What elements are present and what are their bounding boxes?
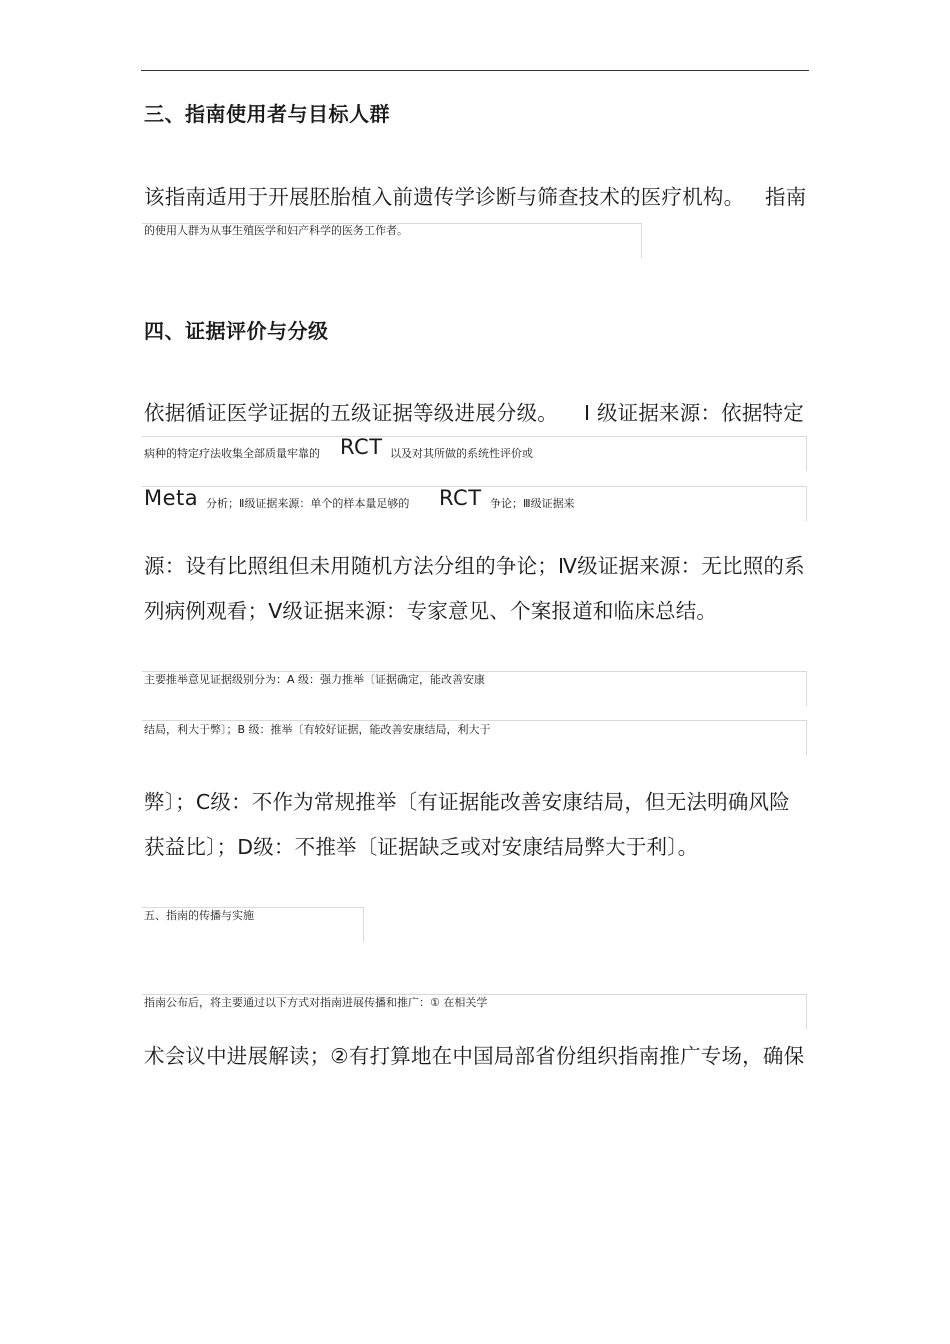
section-4-paragraph-line-8: 弊〕；C级：不作为常规推举〔有证据能改善安康结局，但无法明确风险 bbox=[144, 790, 790, 814]
section-4-line-3-part-a: 分析；Ⅱ级证据来源：单个的样本量足够的 bbox=[206, 497, 410, 510]
section-4-paragraph-line-1: 依据循证医学证据的五级证据等级进展分级。 bbox=[144, 401, 558, 425]
section-5-paragraph-line-2: 术会议中进展解读；②有打算地在中国局部省份组织指南推广专场，确保 bbox=[144, 1044, 805, 1068]
section-5-paragraph-line-1: 指南公布后，将主要通过以下方式对指南进展传播和推广：① 在相关学 bbox=[144, 996, 488, 1009]
section-4-heading: 四、证据评价与分级 bbox=[144, 319, 329, 343]
section-3-paragraph-line-2: 的使用人群为从事生殖医学和妇产科学的医务工作者。 bbox=[144, 224, 408, 237]
section-3-paragraph-line-1: 该指南适用于开展胚胎植入前遗传学诊断与筛查技术的医疗机构。 bbox=[144, 185, 745, 209]
meta-term: Meta bbox=[144, 486, 199, 510]
section-4-line-3-part-b: 争论；Ⅲ级证据来 bbox=[490, 497, 575, 510]
section-3-paragraph-line-1-tail: 指南 bbox=[765, 185, 807, 209]
section-5-heading: 五、指南的传播与实施 bbox=[144, 909, 254, 922]
section-4-paragraph-line-5: 列病例观看；Ⅴ级证据来源：专家意见、个案报道和临床总结。 bbox=[144, 599, 718, 623]
section-3-heading: 三、指南使用者与目标人群 bbox=[144, 102, 390, 126]
section-4-paragraph-line-4: 源：设有比照组但未用随机方法分组的争论；Ⅳ级证据来源：无比照的系 bbox=[144, 554, 805, 578]
rct-term: RCT bbox=[340, 435, 383, 459]
section-4-line-2-part-a: 病种的特定疗法收集全部质量牢靠的 bbox=[144, 447, 320, 460]
section-4-paragraph-line-9: 获益比〕；D级：不推举〔证据缺乏或对安康结局弊大于利〕。 bbox=[144, 835, 699, 859]
section-4-line-2-part-b: 以及对其所做的系统性评价或 bbox=[390, 447, 533, 460]
rct-term: RCT bbox=[439, 486, 482, 510]
section-4-paragraph-line-7: 结局，利大于弊〕；B 级：推举〔有较好证据，能改善安康结局，利大于 bbox=[144, 723, 491, 736]
top-rule bbox=[141, 70, 809, 71]
section-4-paragraph-line-6: 主要推举意见证据级别分为：A 级：强力推举〔证据确定，能改善安康 bbox=[144, 673, 486, 686]
section-4-paragraph-line-1-tail: Ⅰ 级证据来源：依据特定 bbox=[584, 401, 804, 425]
